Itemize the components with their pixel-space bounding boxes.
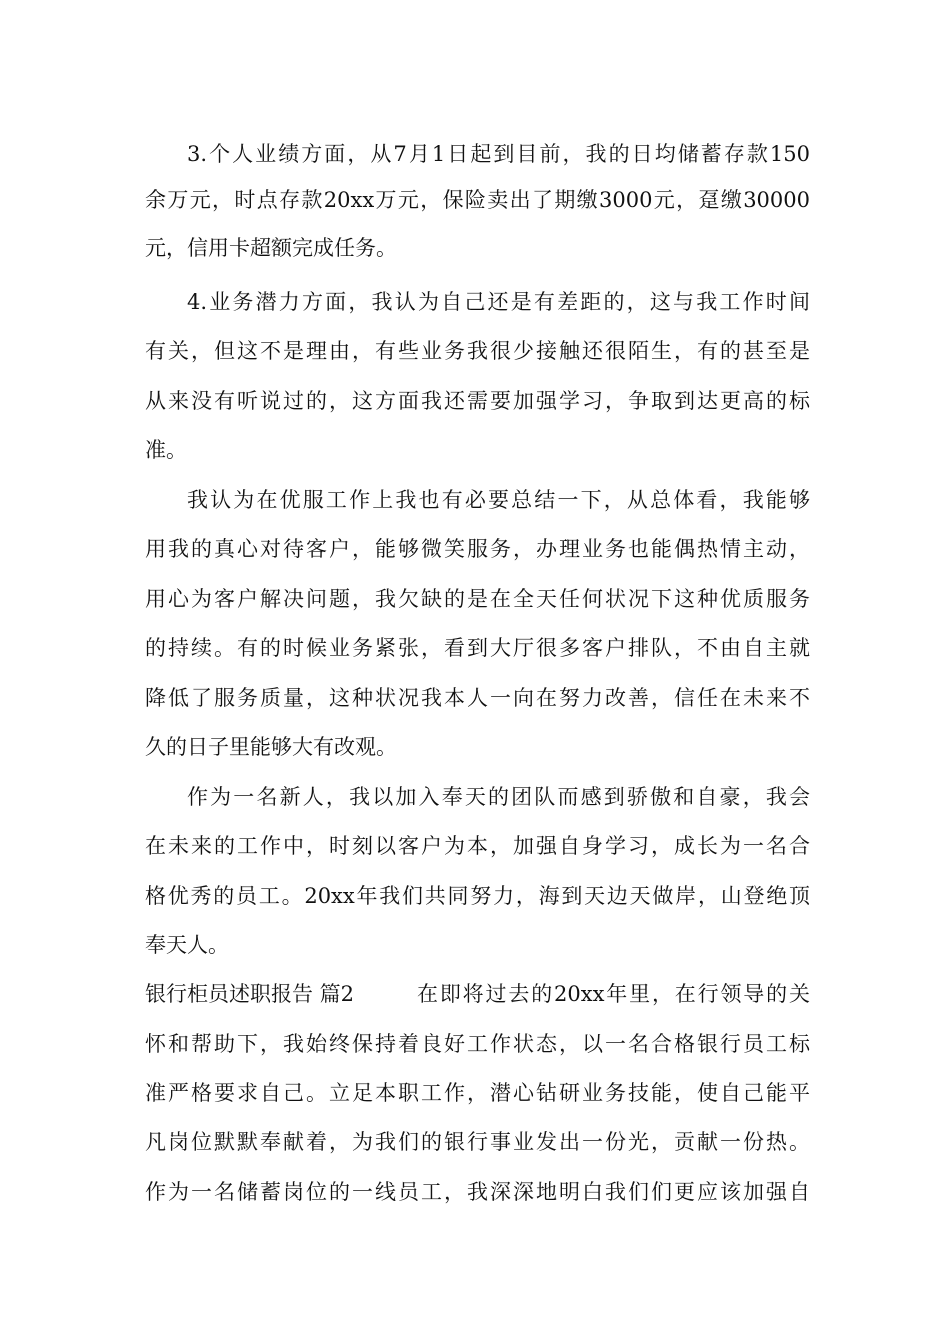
paragraph-line: 作为一名储蓄岗位的一线员工，我深深地明白我们们更应该加强自 [145,1180,810,1204]
paragraph-line: 4.业务潜力方面，我认为自己还是有差距的，这与我工作时间 [187,290,810,314]
paragraph-line: 久的日子里能够大有改观。 [145,735,397,759]
paragraph-line: 用心为客户解决问题，我欠缺的是在全天任何状况下这种优质服务 [145,587,810,611]
section-first-line: 在即将过去的20xx年里，在行领导的关 [417,982,810,1006]
paragraph-line: 在未来的工作中，时刻以客户为本，加强自身学习，成长为一名合 [145,834,810,858]
paragraph-line: 用我的真心对待客户，能够微笑服务，办理业务也能偶热情主动， [145,537,810,561]
paragraph-line: 怀和帮助下，我始终保持着良好工作状态，以一名合格银行员工标 [145,1032,810,1056]
paragraph-line: 奉天人。 [145,933,229,957]
paragraph-line: 格优秀的员工。20xx年我们共同努力，海到天边天做岸，山登绝顶 [145,884,810,908]
paragraph-line: 余万元，时点存款20xx万元，保险卖出了期缴3000元，趸缴30000 [145,188,810,212]
paragraph-line: 3.个人业绩方面，从7月1日起到目前，我的日均储蓄存款150 [187,142,810,166]
paragraph-line: 凡岗位默默奉献着，为我们的银行事业发出一份光，贡献一份热。 [145,1130,810,1154]
paragraph-line: 元，信用卡超额完成任务。 [145,236,397,260]
paragraph-line: 作为一名新人，我以加入奉天的团队而感到骄傲和自豪，我会 [187,785,810,809]
paragraph-line: 我认为在优服工作上我也有必要总结一下，从总体看，我能够 [187,488,810,512]
paragraph-line: 准严格要求自己。立足本职工作，潜心钻研业务技能，使自己能平 [145,1081,810,1105]
section-heading-line [145,980,810,1008]
paragraph-line: 从来没有听说过的，这方面我还需要加强学习，争取到达更高的标 [145,389,810,413]
paragraph-line: 有关，但这不是理由，有些业务我很少接触还很陌生，有的甚至是 [145,339,810,363]
paragraph-line: 降低了服务质量，这种状况我本人一向在努力改善，信任在未来不 [145,686,810,710]
paragraph-line: 的持续。有的时候业务紧张，看到大厅很多客户排队，不由自主就 [145,636,810,660]
paragraph-line: 准。 [145,438,187,462]
section-title: 银行柜员述职报告 篇2 [145,982,355,1006]
